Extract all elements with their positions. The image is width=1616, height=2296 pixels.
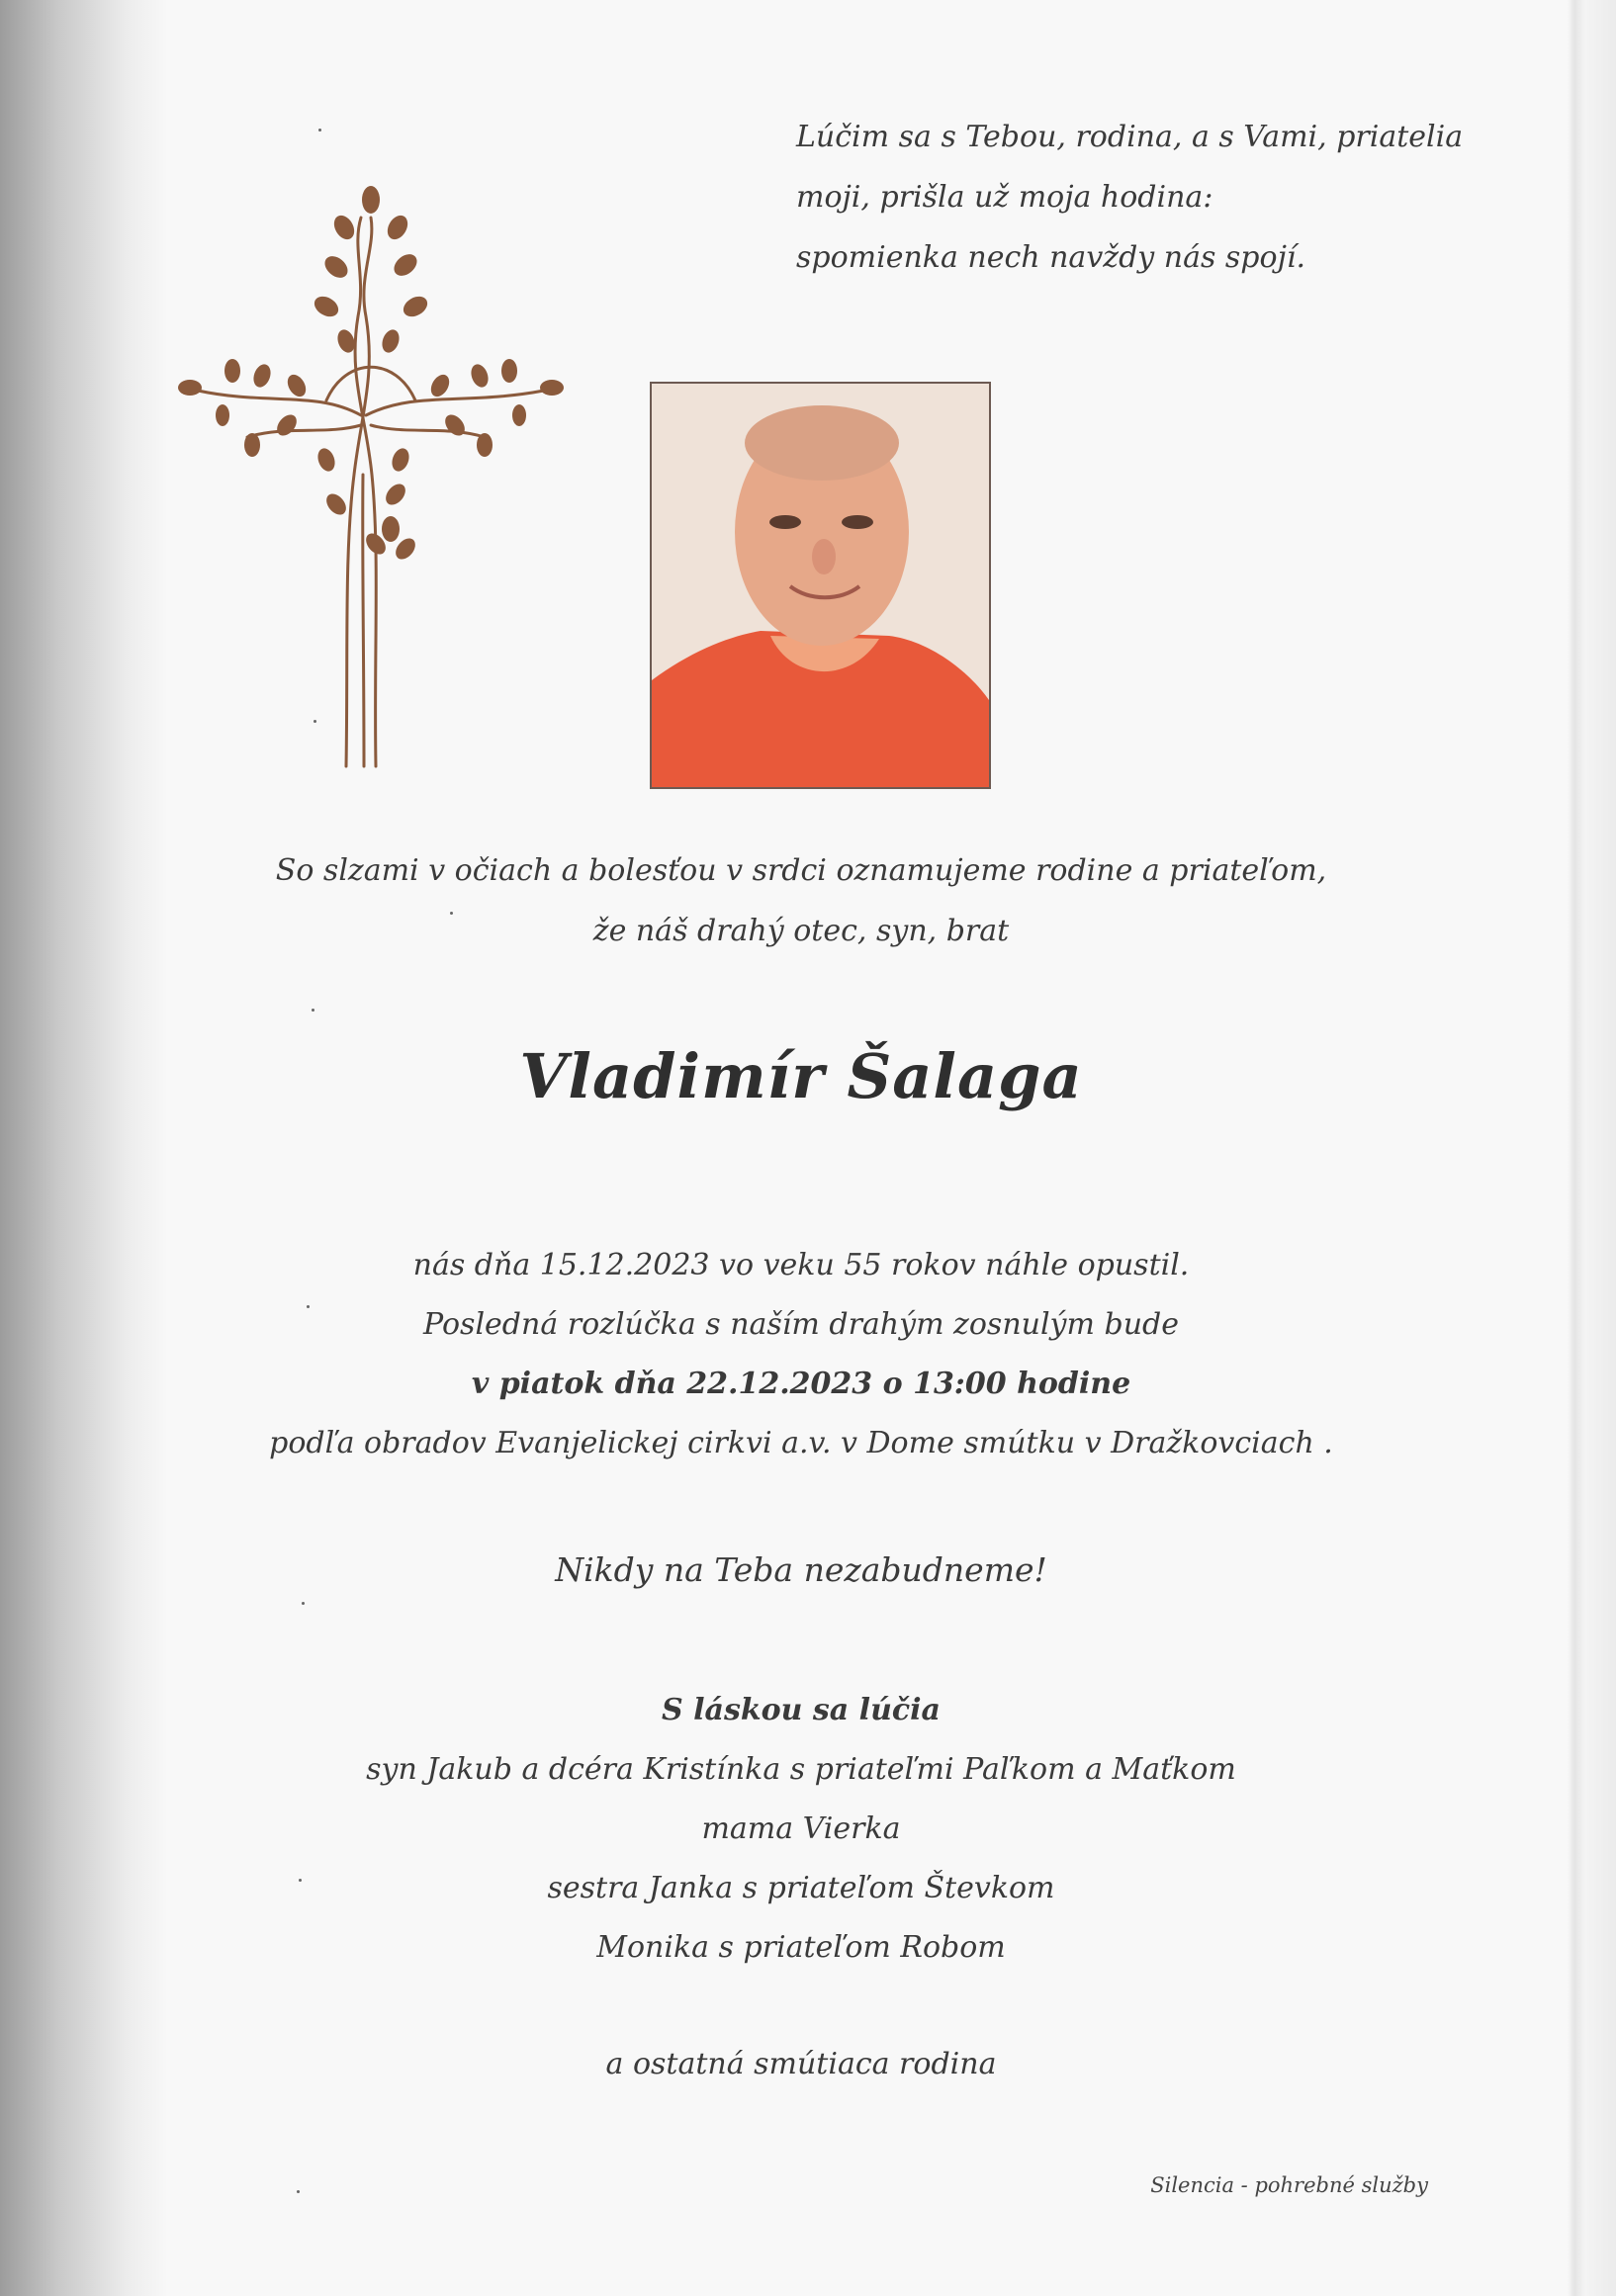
portrait-image (652, 384, 989, 787)
farewell-line: mama Vierka (701, 1811, 901, 1846)
intro-line: že náš drahý otec, syn, brat (592, 914, 1010, 948)
scan-speck (297, 2190, 300, 2193)
scan-shadow (0, 0, 168, 2296)
motto: Nikdy na Teba nezabudneme! (555, 1550, 1047, 1589)
poem (796, 107, 1488, 288)
farewell-line: Monika s priateľom Robom (596, 1930, 1006, 1965)
scan-speck (299, 1879, 302, 1882)
details-line: Posledná rozlúčka s naším drahým zosnulým bude (423, 1307, 1179, 1342)
deceased-name: Vladimír Šalaga (519, 1040, 1083, 1112)
announcement-intro (178, 840, 1424, 961)
farewell-line: syn Jakub a dcéra Kristínka s priateľmi Paľkom a Maťkom (366, 1752, 1236, 1787)
scan-speck (302, 1602, 305, 1605)
farewell-heading: S láskou sa lúčia (662, 1693, 941, 1727)
details-line: podľa obradov Evanjelickej cirkvi a.v. v Dome smútku v Dražkovciach . (269, 1426, 1333, 1460)
farewell-line: sestra Janka s priateľom Števkom (547, 1871, 1055, 1905)
scan-speck (312, 1009, 314, 1012)
tree-cross-icon (178, 178, 564, 781)
funeral-details (178, 1236, 1424, 1473)
scan-speck (314, 720, 316, 723)
portrait-photo (650, 382, 991, 789)
farewell-list (178, 1681, 1424, 1978)
scan-speck (318, 129, 321, 132)
scan-speck (450, 912, 453, 915)
poem-line: moji, prišla už moja hodina: (796, 180, 1213, 215)
intro-line: So slzami v očiach a bolesťou v srdci oznamujeme rodine a priateľom, (275, 853, 1327, 888)
scan-speck (307, 1305, 310, 1308)
poem-line: Lúčim sa s Tebou, rodina, a s Vami, priatelia (796, 120, 1464, 154)
page-edge (1547, 0, 1616, 2296)
funeral-service-credit: Silencia - pohrebné služby (1150, 2173, 1428, 2197)
poem-line: spomienka nech navždy nás spojí. (796, 240, 1305, 275)
family-line: a ostatná smútiaca rodina (605, 2047, 997, 2081)
details-line: nás dňa 15.12.2023 vo veku 55 rokov náhle opustil. (412, 1248, 1190, 1282)
details-date-line: v piatok dňa 22.12.2023 o 13:00 hodine (471, 1367, 1131, 1401)
